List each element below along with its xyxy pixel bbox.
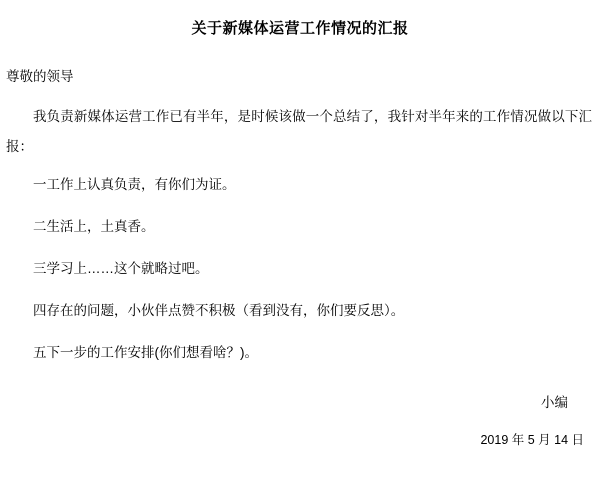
intro-paragraph: 我负责新媒体运营工作已有半年，是时候该做一个总结了，我针对半年来的工作情况做以下汇报：: [6, 109, 592, 154]
list-item: 二生活上，土真香。: [33, 219, 155, 234]
list-item: 三学习上……这个就略过吧。: [33, 261, 209, 276]
salutation: 尊敬的领导: [6, 69, 74, 84]
document-date: 2019 年 5 月 14 日: [480, 433, 584, 447]
document-body: [0, 66, 600, 450]
list-item: 一工作上认真负责，有你们为证。: [33, 177, 236, 192]
list-item: 四存在的问题，小伙伴点赞不积极（看到没有，你们要反思）。: [33, 303, 405, 318]
list-item: 五下一步的工作安排(你们想看啥？)。: [33, 345, 258, 360]
document-page: [0, 18, 600, 488]
signature: 小编: [541, 395, 568, 410]
page-title: 关于新媒体运营工作情况的汇报: [191, 20, 409, 37]
